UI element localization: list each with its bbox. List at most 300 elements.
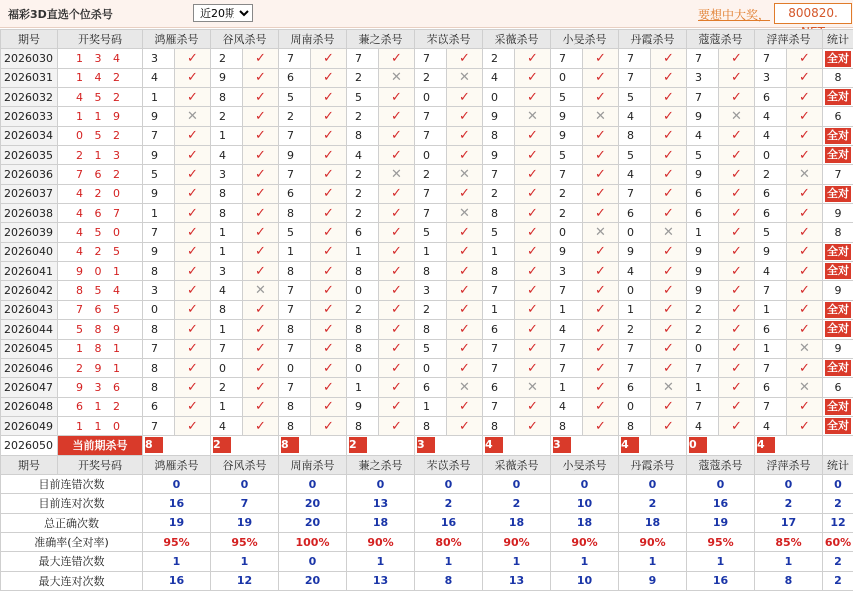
- row-stat-text: 全对: [827, 148, 849, 162]
- col-header-expert: 浮萍杀号: [755, 455, 823, 474]
- table-header-repeat: [1, 455, 853, 474]
- check-icon: ✓: [187, 70, 198, 86]
- summary-stat: 12: [823, 513, 853, 532]
- summary-value: 0: [551, 474, 619, 493]
- promo-link[interactable]: 要想中大奖，: [698, 8, 771, 22]
- hit-mark: [175, 204, 211, 223]
- hit-mark: [311, 49, 347, 68]
- check-icon: ✓: [595, 379, 606, 395]
- check-icon: ✓: [731, 302, 742, 318]
- hit-mark: [447, 397, 483, 416]
- kill-number: 5: [483, 223, 515, 242]
- hit-mark: [311, 126, 347, 145]
- check-icon: ✓: [527, 321, 538, 337]
- col-header-expert: 周南杀号: [279, 30, 347, 49]
- hit-mark: [719, 184, 755, 203]
- period-cell: 2026039: [1, 223, 58, 242]
- draw-numbers-text: 0 5 2: [76, 129, 124, 143]
- summary-row: [1, 571, 853, 590]
- summary-stat: 60%: [823, 532, 853, 551]
- hit-mark: [719, 281, 755, 300]
- check-icon: ✓: [323, 244, 334, 260]
- draw-numbers-text: 9 0 1: [76, 264, 124, 278]
- hit-mark: [583, 68, 619, 87]
- row-stat: [823, 378, 853, 397]
- kill-number: 9: [143, 184, 175, 203]
- kill-number: 8: [347, 262, 379, 281]
- check-icon: ✓: [663, 244, 674, 260]
- draw-numbers: [58, 416, 143, 435]
- check-icon: ✓: [323, 89, 334, 105]
- row-stat-text: 全对: [827, 419, 849, 433]
- hit-mark: [651, 262, 687, 281]
- period-cell: 2026031: [1, 68, 58, 87]
- kill-number: 1: [347, 378, 379, 397]
- draw-numbers-text: 4 5 0: [76, 226, 124, 240]
- kill-number: 7: [551, 165, 583, 184]
- site-badge[interactable]: 800820.: [774, 3, 852, 24]
- check-icon: ✓: [663, 321, 674, 337]
- hit-mark: [515, 165, 551, 184]
- period-cell: 2026044: [1, 320, 58, 339]
- kill-number: 7: [415, 126, 447, 145]
- check-icon: ✓: [459, 283, 470, 299]
- period-cell: 2026043: [1, 300, 58, 319]
- row-stat-text: 全对: [827, 399, 849, 413]
- current-period-row: [1, 436, 853, 455]
- kill-number: 0: [619, 397, 651, 416]
- hit-mark: [651, 339, 687, 358]
- kill-number: 4: [619, 165, 651, 184]
- hit-mark: [515, 416, 551, 435]
- kill-number: 2: [211, 378, 243, 397]
- col-header-expert: 鸿雁杀号: [143, 455, 211, 474]
- kill-number: 8: [211, 88, 243, 107]
- summary-value: 1: [619, 552, 687, 571]
- check-icon: ✓: [391, 51, 402, 67]
- kill-number: 9: [143, 146, 175, 165]
- period-cell: 2026032: [1, 88, 58, 107]
- kill-number: 7: [687, 88, 719, 107]
- hit-mark: [787, 88, 823, 107]
- check-icon: ✓: [187, 263, 198, 279]
- hit-mark: [447, 223, 483, 242]
- row-stat: [823, 416, 853, 435]
- check-icon: ✓: [595, 360, 606, 376]
- kill-number: 9: [551, 126, 583, 145]
- check-icon: ✓: [255, 70, 266, 86]
- table-header: [1, 30, 853, 49]
- check-icon: ✓: [391, 263, 402, 279]
- hit-mark: [243, 358, 279, 377]
- draw-numbers-text: 4 5 2: [76, 90, 124, 104]
- kill-number: 4: [551, 320, 583, 339]
- current-kill-cell: [619, 436, 687, 455]
- kill-number: 6: [687, 184, 719, 203]
- hit-mark: [447, 339, 483, 358]
- kill-number: 2: [483, 49, 515, 68]
- check-icon: ✓: [527, 128, 538, 144]
- hit-mark: [311, 223, 347, 242]
- kill-number: 6: [483, 378, 515, 397]
- miss-mark: [379, 165, 415, 184]
- draw-numbers-text: 7 6 2: [76, 168, 124, 182]
- summary-row: [1, 552, 853, 571]
- check-icon: ✓: [663, 418, 674, 434]
- kill-number: 8: [347, 416, 379, 435]
- check-icon: ✓: [323, 109, 334, 125]
- hit-mark: [651, 281, 687, 300]
- hit-mark: [243, 165, 279, 184]
- kill-number: 5: [551, 88, 583, 107]
- current-kill-number: 2: [213, 437, 231, 453]
- table-row: [1, 223, 853, 242]
- check-icon: ✓: [391, 147, 402, 163]
- current-kill-cell: [483, 436, 551, 455]
- check-icon: ✓: [391, 418, 402, 434]
- check-icon: ✓: [595, 186, 606, 202]
- kill-number: 1: [619, 300, 651, 319]
- draw-numbers: [58, 146, 143, 165]
- summary-value: 16: [687, 494, 755, 513]
- summary-row: [1, 494, 853, 513]
- draw-numbers: [58, 184, 143, 203]
- col-header-expert: 丹霞杀号: [619, 455, 687, 474]
- check-icon: ✓: [799, 51, 810, 67]
- cross-icon: ✕: [459, 205, 470, 221]
- hit-mark: [651, 300, 687, 319]
- check-icon: ✓: [799, 321, 810, 337]
- check-icon: ✓: [391, 128, 402, 144]
- check-icon: ✓: [323, 263, 334, 279]
- summary-value: 0: [211, 474, 279, 493]
- kill-number: 9: [551, 242, 583, 261]
- hit-mark: [651, 397, 687, 416]
- hit-mark: [447, 262, 483, 281]
- kill-number: 5: [619, 88, 651, 107]
- check-icon: ✓: [799, 205, 810, 221]
- check-icon: ✓: [799, 360, 810, 376]
- hit-mark: [651, 68, 687, 87]
- check-icon: ✓: [799, 89, 810, 105]
- row-stat-text: 全对: [827, 186, 849, 200]
- col-header-expert: 小旻杀号: [551, 30, 619, 49]
- kill-number: 1: [687, 223, 719, 242]
- hit-mark: [379, 49, 415, 68]
- summary-value: 1: [415, 552, 483, 571]
- row-stat-text: 全对: [827, 128, 849, 142]
- hit-mark: [311, 107, 347, 126]
- hit-mark: [515, 49, 551, 68]
- kill-number: 2: [347, 107, 379, 126]
- summary-value: 0: [415, 474, 483, 493]
- check-icon: ✓: [391, 205, 402, 221]
- hit-mark: [787, 281, 823, 300]
- hit-mark: [651, 88, 687, 107]
- check-icon: ✓: [799, 147, 810, 163]
- summary-value: 95%: [211, 532, 279, 551]
- current-kill-cell: [687, 436, 755, 455]
- kill-number: 7: [619, 339, 651, 358]
- kill-number: 7: [143, 223, 175, 242]
- draw-numbers: [58, 320, 143, 339]
- summary-label: 目前连错次数: [1, 474, 143, 493]
- check-icon: ✓: [391, 399, 402, 415]
- draw-numbers-text: 1 3 4: [76, 52, 124, 66]
- hit-mark: [175, 126, 211, 145]
- kill-number: 0: [687, 339, 719, 358]
- current-kill-cell: [143, 436, 211, 455]
- row-stat: [823, 339, 853, 358]
- kill-number: 2: [279, 107, 311, 126]
- miss-mark: [719, 107, 755, 126]
- check-icon: ✓: [731, 70, 742, 86]
- hit-mark: [515, 320, 551, 339]
- hit-mark: [787, 397, 823, 416]
- kill-number: 5: [755, 223, 787, 242]
- hit-mark: [787, 49, 823, 68]
- summary-value: 9: [619, 571, 687, 590]
- col-header-expert: 蔻蔻杀号: [687, 30, 755, 49]
- kill-number: 5: [143, 165, 175, 184]
- summary-label: 总正确次数: [1, 513, 143, 532]
- cross-icon: ✕: [391, 167, 402, 183]
- kill-number: 2: [347, 204, 379, 223]
- check-icon: ✓: [663, 263, 674, 279]
- cross-icon: ✕: [663, 379, 674, 395]
- summary-value: 12: [211, 571, 279, 590]
- summary-value: 0: [483, 474, 551, 493]
- kill-number: 6: [755, 320, 787, 339]
- draw-numbers-text: 1 8 1: [76, 342, 124, 356]
- col-header-numbers: 开奖号码: [58, 455, 143, 474]
- hit-mark: [515, 126, 551, 145]
- hit-mark: [311, 339, 347, 358]
- summary-value: 16: [687, 571, 755, 590]
- kill-number: 4: [483, 68, 515, 87]
- miss-mark: [515, 107, 551, 126]
- cross-icon: ✕: [663, 225, 674, 241]
- summary-value: 85%: [755, 532, 823, 551]
- check-icon: ✓: [323, 147, 334, 163]
- kill-number: 9: [279, 146, 311, 165]
- check-icon: ✓: [731, 89, 742, 105]
- kill-number: 7: [279, 378, 311, 397]
- table-row: [1, 68, 853, 87]
- hit-mark: [719, 88, 755, 107]
- kill-number: 9: [143, 107, 175, 126]
- hit-mark: [243, 223, 279, 242]
- kill-number: 7: [347, 49, 379, 68]
- summary-value: 19: [143, 513, 211, 532]
- kill-number: 8: [279, 416, 311, 435]
- kill-number: 5: [347, 88, 379, 107]
- hit-mark: [787, 242, 823, 261]
- kill-number: 1: [755, 300, 787, 319]
- row-stat-text: 全对: [827, 264, 849, 278]
- hit-mark: [583, 320, 619, 339]
- kill-number: 8: [279, 204, 311, 223]
- cross-icon: ✕: [391, 70, 402, 86]
- col-header-expert: 小旻杀号: [551, 455, 619, 474]
- row-stat: [823, 358, 853, 377]
- check-icon: ✓: [731, 51, 742, 67]
- hit-mark: [243, 339, 279, 358]
- summary-stat: 2: [823, 552, 853, 571]
- kill-number: 4: [687, 126, 719, 145]
- summary-value: 18: [483, 513, 551, 532]
- summary-value: 0: [755, 474, 823, 493]
- summary-value: 0: [279, 552, 347, 571]
- check-icon: ✓: [255, 263, 266, 279]
- period-cell: 2026033: [1, 107, 58, 126]
- kill-number: 5: [619, 146, 651, 165]
- check-icon: ✓: [323, 399, 334, 415]
- hit-mark: [447, 126, 483, 145]
- check-icon: ✓: [799, 283, 810, 299]
- summary-value: 1: [143, 552, 211, 571]
- check-icon: ✓: [323, 341, 334, 357]
- current-kill-number: 8: [145, 437, 163, 453]
- kill-number: 8: [551, 416, 583, 435]
- check-icon: ✓: [731, 283, 742, 299]
- hit-mark: [311, 300, 347, 319]
- check-icon: ✓: [527, 399, 538, 415]
- hit-mark: [243, 126, 279, 145]
- kill-number: 8: [143, 262, 175, 281]
- period-cell: 2026036: [1, 165, 58, 184]
- check-icon: ✓: [323, 418, 334, 434]
- check-icon: ✓: [187, 167, 198, 183]
- hit-mark: [243, 204, 279, 223]
- row-stat-text: 9: [834, 284, 842, 298]
- hit-mark: [311, 165, 347, 184]
- hit-mark: [651, 204, 687, 223]
- current-kill-cell: [755, 436, 823, 455]
- row-stat: [823, 126, 853, 145]
- summary-value: 20: [279, 571, 347, 590]
- hit-mark: [515, 88, 551, 107]
- kill-number: 6: [143, 397, 175, 416]
- hit-mark: [719, 68, 755, 87]
- cross-icon: ✕: [459, 70, 470, 86]
- kill-number: 7: [415, 204, 447, 223]
- row-stat-text: 9: [834, 206, 842, 220]
- draw-numbers: [58, 242, 143, 261]
- check-icon: ✓: [799, 418, 810, 434]
- check-icon: ✓: [391, 225, 402, 241]
- hit-mark: [243, 107, 279, 126]
- check-icon: ✓: [663, 89, 674, 105]
- kill-number: 8: [415, 416, 447, 435]
- kill-number: 2: [415, 165, 447, 184]
- kill-number: 6: [687, 204, 719, 223]
- draw-numbers-text: 1 4 2: [76, 71, 124, 85]
- check-icon: ✓: [391, 283, 402, 299]
- hit-mark: [175, 49, 211, 68]
- summary-value: 13: [483, 571, 551, 590]
- check-icon: ✓: [595, 51, 606, 67]
- period-cell: 2026049: [1, 416, 58, 435]
- cross-icon: ✕: [255, 283, 266, 299]
- hit-mark: [379, 358, 415, 377]
- row-stat: [823, 49, 853, 68]
- hit-mark: [719, 242, 755, 261]
- hit-mark: [175, 397, 211, 416]
- range-select[interactable]: [193, 4, 253, 22]
- kill-number: 2: [687, 320, 719, 339]
- draw-numbers: [58, 126, 143, 145]
- current-kill-number: 4: [485, 437, 503, 453]
- summary-value: 1: [483, 552, 551, 571]
- summary-value: 90%: [347, 532, 415, 551]
- summary-value: 2: [483, 494, 551, 513]
- check-icon: ✓: [391, 360, 402, 376]
- check-icon: ✓: [731, 128, 742, 144]
- hit-mark: [311, 68, 347, 87]
- row-stat-text: 9: [834, 342, 842, 356]
- check-icon: ✓: [595, 321, 606, 337]
- kill-number: 7: [483, 165, 515, 184]
- check-icon: ✓: [799, 109, 810, 125]
- hit-mark: [447, 184, 483, 203]
- hit-mark: [719, 146, 755, 165]
- cross-icon: ✕: [595, 109, 606, 125]
- check-icon: ✓: [187, 360, 198, 376]
- row-stat: [823, 165, 853, 184]
- check-icon: ✓: [595, 128, 606, 144]
- hit-mark: [651, 242, 687, 261]
- check-icon: ✓: [255, 89, 266, 105]
- draw-numbers: [58, 107, 143, 126]
- cross-icon: ✕: [799, 379, 810, 395]
- table-row: [1, 107, 853, 126]
- kill-number: 4: [347, 146, 379, 165]
- col-header-expert: 蒹之杀号: [347, 455, 415, 474]
- hit-mark: [447, 300, 483, 319]
- kill-number: 1: [279, 242, 311, 261]
- period-cell: 2026038: [1, 204, 58, 223]
- check-icon: ✓: [255, 379, 266, 395]
- hit-mark: [719, 262, 755, 281]
- hit-mark: [583, 126, 619, 145]
- page-title: 福彩3D直选个位杀号: [8, 8, 113, 21]
- check-icon: ✓: [527, 283, 538, 299]
- current-kill-number: 4: [621, 437, 639, 453]
- summary-value: 2: [755, 494, 823, 513]
- col-header-expert: 谷风杀号: [211, 30, 279, 49]
- hit-mark: [719, 358, 755, 377]
- check-icon: ✓: [323, 379, 334, 395]
- summary-value: 8: [755, 571, 823, 590]
- kill-number: 8: [279, 397, 311, 416]
- col-header-stat: 统计: [823, 455, 853, 474]
- summary-value: 17: [755, 513, 823, 532]
- kill-number: 7: [755, 281, 787, 300]
- check-icon: ✓: [595, 205, 606, 221]
- check-icon: ✓: [527, 360, 538, 376]
- kill-number: 9: [687, 262, 719, 281]
- row-stat: [823, 107, 853, 126]
- summary-value: 90%: [483, 532, 551, 551]
- check-icon: ✓: [595, 399, 606, 415]
- hit-mark: [243, 242, 279, 261]
- col-header-expert: 蒹之杀号: [347, 30, 415, 49]
- summary-value: 10: [551, 494, 619, 513]
- kill-number: 4: [619, 107, 651, 126]
- hit-mark: [719, 49, 755, 68]
- hit-mark: [379, 378, 415, 397]
